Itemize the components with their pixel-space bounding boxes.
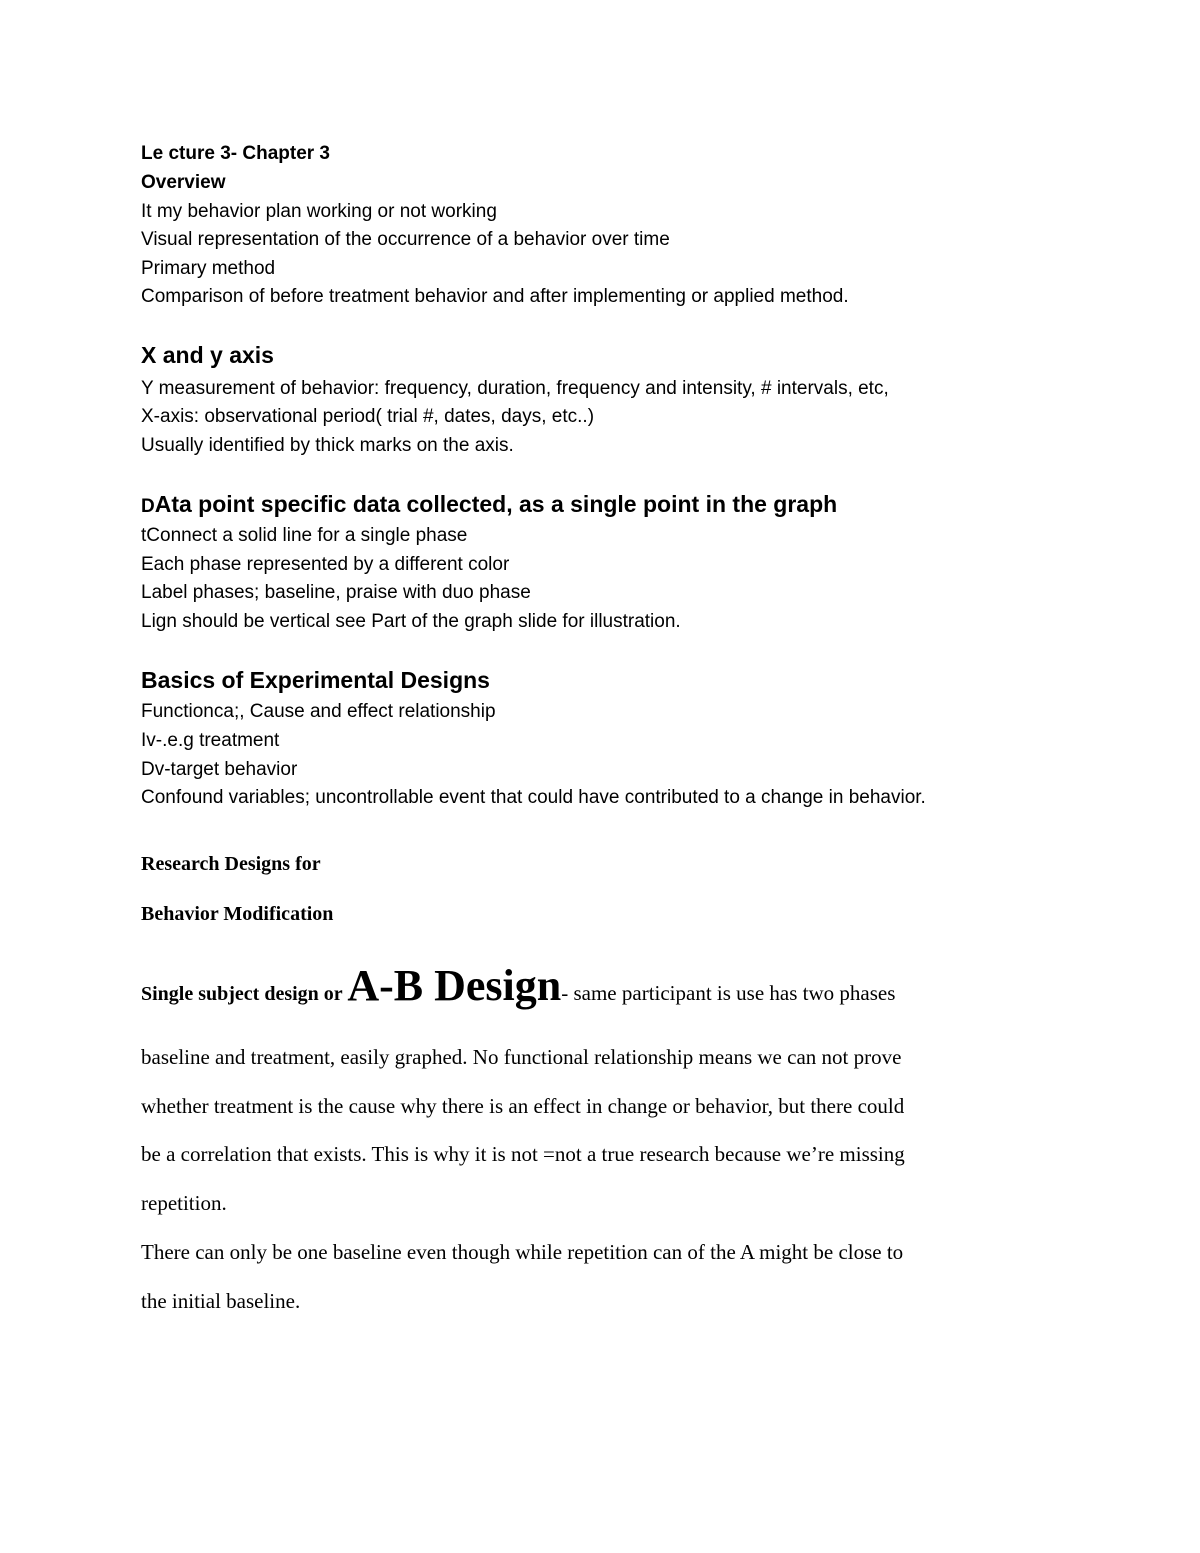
datapoint-heading [141, 490, 837, 521]
research-heading-line2: Behavior Modification [141, 903, 334, 925]
basics-heading: Basics of Experimental Designs [141, 667, 490, 693]
overview-line: Visual representation of the occurrence of a behavior over time [141, 229, 670, 250]
datapoint-heading-prefix: D [141, 496, 155, 517]
axis-heading: X and y axis [141, 342, 274, 368]
research-heading-line1: Research Designs for [141, 853, 321, 875]
datapoint-line: tConnect a solid line for a single phase [141, 525, 468, 546]
datapoint-heading-rest: Ata point specific data collected, as a single point in the graph [154, 491, 838, 517]
ab-design-title: A-B Design [347, 961, 562, 1010]
basics-line: Dv-target behavior [141, 759, 298, 780]
ab-body-line: whether treatment is the cause why there is an effect in change or behavior, but there could [141, 1094, 905, 1118]
datapoint-line: Label phases; baseline, praise with duo phase [141, 582, 531, 603]
ab-body-line: the initial baseline. [141, 1289, 301, 1313]
basics-line: Iv-.e.g treatment [141, 730, 280, 751]
axis-line: Y measurement of behavior: frequency, duration, frequency and intensity, # intervals, etc, [141, 378, 889, 399]
overview-line: Primary method [141, 258, 276, 279]
overview-line: It my behavior plan working or not working [141, 201, 497, 222]
ab-body-line: baseline and treatment, easily graphed. No functional relationship means we can not prove [141, 1045, 902, 1069]
basics-line: Confound variables; uncontrollable event that could have contributed to a change in behavior. [141, 787, 926, 808]
ab-body-line: be a correlation that exists. This is why it is not =not a true research because we’re missing [141, 1142, 905, 1166]
ab-body-line: repetition. [141, 1191, 227, 1215]
axis-line: X-axis: observational period( trial #, dates, days, etc..) [141, 406, 595, 427]
overview-heading: Overview [141, 172, 226, 193]
overview-line: Comparison of before treatment behavior and after implementing or applied method. [141, 286, 849, 307]
single-subject-lead: Single subject design or [141, 983, 348, 1005]
basics-line: Functionca;, Cause and effect relationship [141, 701, 496, 722]
axis-line: Usually identified by thick marks on the axis. [141, 435, 514, 456]
ab-body-line: There can only be one baseline even though while repetition can of the A might be close to [141, 1240, 904, 1264]
datapoint-line: Each phase represented by a different color [141, 554, 510, 575]
document-title: Le cture 3- Chapter 3 [141, 143, 330, 164]
ab-design-rest: - same participant is use has two phases [561, 981, 896, 1005]
ab-design-line [141, 960, 895, 1012]
datapoint-line: Lign should be vertical see Part of the graph slide for illustration. [141, 611, 681, 632]
